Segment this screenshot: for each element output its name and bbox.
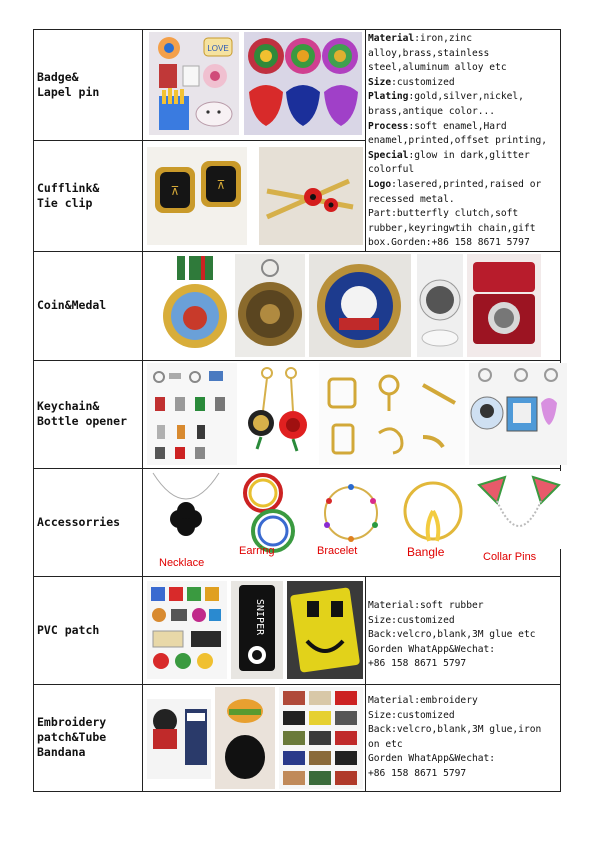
part-line: Part:butterfly clutch,soft rubber,keyringwtih chain,gift box.Gorden:+86 158 8671 5797 — [368, 208, 536, 249]
table-row — [34, 30, 561, 141]
sniper-text: SNIPER — [254, 598, 265, 636]
svg-text:⊼: ⊼ — [216, 177, 226, 192]
challenge-coin-photo — [309, 254, 411, 357]
badge-pins-photo — [149, 32, 239, 135]
accessory-photos — [143, 468, 561, 576]
bangle-caption: Bangle — [407, 544, 445, 559]
tie-clip-photo — [259, 147, 363, 245]
row-label-keychain: Keychain& Bottle opener — [34, 360, 143, 468]
metal-spec-text: Material:iron,zinc alloy,brass,stainless steel,aluminum alloy etc Size:customized Plating:gold,silver,nickel, brass,antique color... Process:soft enamel,Hard enamel,printed,offset printing, Special:glow in dark,glitter colorful Logo:lasered,printed,raised or recessed metal. Part:butterfly clutch,soft rubber,keyringwtih chain,gift box.Gorden:+86 158 8671 5797 — [366, 30, 561, 252]
keychain-assort-photo — [147, 363, 237, 465]
medal-photo — [159, 254, 231, 357]
row-label-pvc: PVC patch — [34, 576, 143, 684]
table-row — [34, 468, 561, 576]
coin-photos — [143, 251, 561, 360]
row-label-cufflink: Cufflink& Tie clip — [34, 140, 143, 251]
embroidery-photos — [143, 684, 366, 791]
keychain-photos — [143, 360, 561, 468]
earring-caption: Earring — [239, 544, 275, 557]
yellow-patch-photo — [287, 581, 363, 679]
pvc-photos — [143, 576, 366, 684]
bracelet-caption: Bracelet — [317, 544, 358, 557]
table-row — [34, 360, 561, 468]
product-table — [33, 29, 561, 792]
collar-pins-caption: Collar Pins — [483, 550, 537, 563]
table-row — [34, 251, 561, 360]
rose-keychain-photo — [241, 363, 315, 465]
bracelet-photo — [311, 471, 391, 555]
cufflink-photo — [147, 147, 247, 245]
pvc-spec-text: Material:soft rubber Size:customized Back:velcro,blank,3M glue etc Gorden WhatApp&Wechat: +86 158 8671 5797 — [366, 576, 561, 684]
table-row — [34, 576, 561, 684]
row-label-accessories: Accessorries — [34, 468, 143, 576]
embroidery-patch-photo — [215, 687, 275, 789]
sniper-patch-photo — [231, 581, 283, 679]
earring-photo — [231, 471, 307, 555]
love-pin-text: LOVE — [207, 44, 229, 53]
necklace-caption: Necklace — [159, 556, 205, 569]
embroidery-spec-text: Material:embroidery Size:customized Back:velcro,blank,3M glue,iron on etc Gorden WhatApp&Wechat: +86 158 8671 5797 — [366, 684, 561, 791]
necklace-photo — [145, 471, 227, 555]
pvc-assort-photo — [147, 581, 227, 679]
bangle-photo — [395, 471, 471, 555]
badge-photos — [143, 30, 366, 141]
row-label-coin: Coin&Medal — [34, 251, 143, 360]
enamel-pins-photo — [244, 32, 362, 135]
bronze-coin-photo — [235, 254, 305, 357]
coin-case-photo — [417, 254, 463, 357]
bandana-photo — [147, 699, 211, 779]
table-row — [34, 684, 561, 791]
photo-keychain-photo — [469, 363, 567, 465]
collar-pins-photo — [475, 471, 563, 549]
cufflink-photos — [143, 140, 366, 251]
row-label-badge: Badge& Lapel pin — [34, 30, 143, 141]
coin-box-photo — [467, 254, 541, 357]
svg-text:⊼: ⊼ — [170, 183, 180, 198]
flag-patches-photo — [279, 687, 363, 789]
row-label-embroidery: Embroidery patch&Tube Bandana — [34, 684, 143, 791]
opener-tools-photo — [319, 363, 465, 465]
